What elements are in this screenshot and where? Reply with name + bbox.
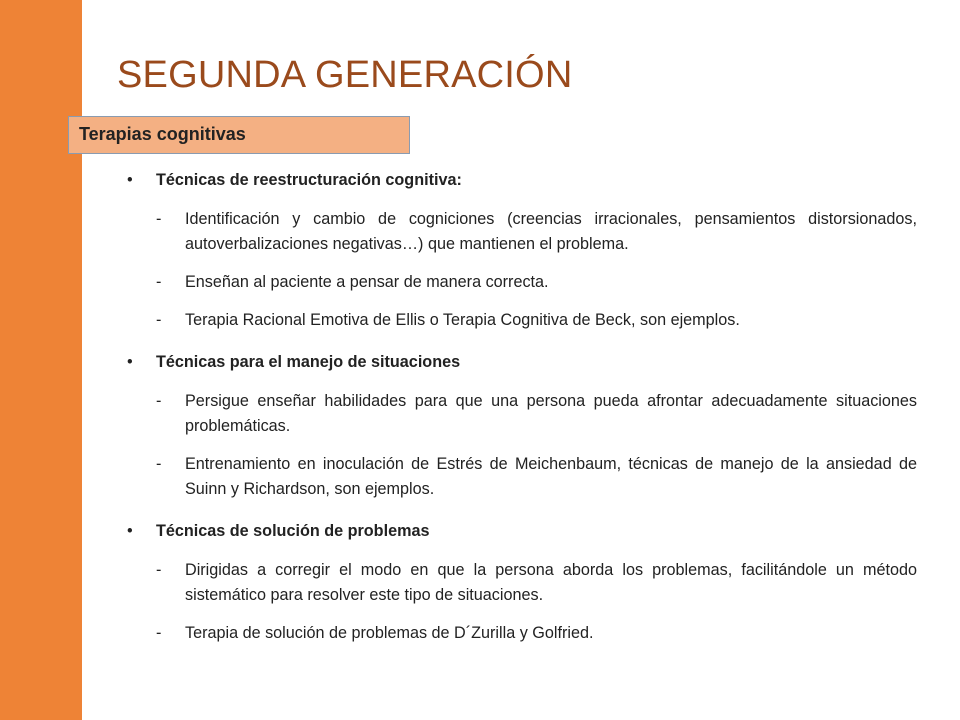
list-item xyxy=(127,452,917,502)
bullet-icon: • xyxy=(127,353,133,371)
list-item-text: Dirigidas a corregir el modo en que la persona aborda los problemas, facilitándole un método sistemático para resolver este tipo de situaciones. xyxy=(185,561,917,604)
bullet-heading xyxy=(127,350,917,375)
dash-icon: - xyxy=(156,311,162,329)
list-item-text: Terapia de solución de problemas de D´Zurilla y Golfried. xyxy=(185,624,594,642)
slide-content xyxy=(127,168,917,663)
bullet-icon: • xyxy=(127,171,133,189)
list-item xyxy=(127,621,917,646)
list-item-text: Entrenamiento en inoculación de Estrés de Meichenbaum, técnicas de manejo de la ansiedad de Suinn y Richardson, son ejemplos. xyxy=(185,455,917,498)
list-item-text: Terapia Racional Emotiva de Ellis o Terapia Cognitiva de Beck, son ejemplos. xyxy=(185,311,740,329)
list-item xyxy=(127,558,917,608)
list-item xyxy=(127,389,917,439)
dash-icon: - xyxy=(156,392,162,410)
list-item xyxy=(127,308,917,333)
list-item-text: Enseñan al paciente a pensar de manera correcta. xyxy=(185,273,549,291)
dash-icon: - xyxy=(156,624,162,642)
subtitle-label: Terapias cognitivas xyxy=(79,124,246,144)
bullet-icon: • xyxy=(127,522,133,540)
list-item-text: Persigue enseñar habilidades para que una persona pueda afrontar adecuadamente situaciones problemáticas. xyxy=(185,392,917,435)
bullet-heading xyxy=(127,519,917,544)
dash-icon: - xyxy=(156,273,162,291)
dash-icon: - xyxy=(156,455,162,473)
section-heading: Técnicas de solución de problemas xyxy=(156,522,430,540)
list-item xyxy=(127,207,917,257)
subtitle-box xyxy=(68,116,410,154)
section-manejo-situaciones xyxy=(127,350,917,502)
dash-icon: - xyxy=(156,210,162,228)
list-item-text: Identificación y cambio de cogniciones (creencias irracionales, pensamientos distorsionados, autoverbalizaciones negativas…) que mantienen el problema. xyxy=(185,210,917,253)
dash-icon: - xyxy=(156,561,162,579)
list-item xyxy=(127,270,917,295)
slide-title: SEGUNDA GENERACIÓN xyxy=(117,54,573,96)
section-heading: Técnicas para el manejo de situaciones xyxy=(156,353,461,371)
side-accent-bar xyxy=(0,0,82,720)
bullet-heading xyxy=(127,168,917,193)
section-solucion-problemas xyxy=(127,519,917,646)
section-heading: Técnicas de reestructuración cognitiva: xyxy=(156,171,462,189)
section-reestructuracion xyxy=(127,168,917,333)
